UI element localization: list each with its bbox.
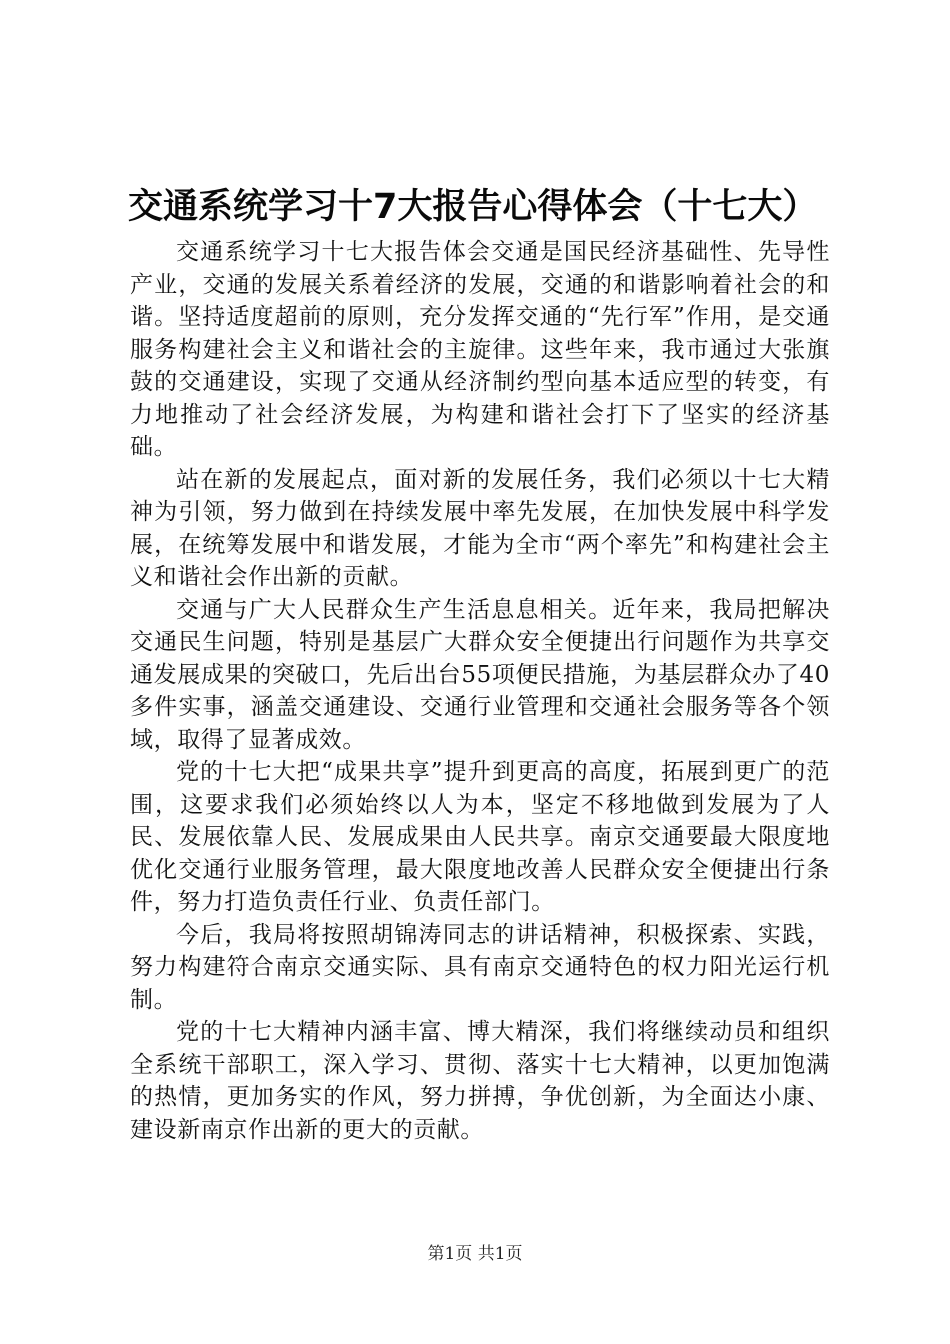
paragraph-3: 交通与广大人民群众生产生活息息相关。近年来，我局把解决交通民生问题，特别是基层广大群众安全便捷出行问题作为共享交通发展成果的突破口，先后出台55项便民措施，为基层群众办了40多件实事，涵盖交通建设、交通行业管理和交通社会服务等各个领域，取得了显著成效。	[130, 596, 830, 753]
paragraph-6: 党的十七大精神内涵丰富、博大精深，我们将继续动员和组织全系统干部职工，深入学习、贯彻、落实十七大精神，以更加饱满的热情，更加务实的作风，努力拼搏，争优创新，为全面达小康、建设新南京作出新的更大的贡献。	[130, 1019, 830, 1143]
page-number-footer: 第1页 共1页	[427, 1244, 523, 1264]
paragraph-5: 今后，我局将按照胡锦涛同志的讲话精神，积极探索、实践，努力构建符合南京交通实际、具有南京交通特色的权力阳光运行机制。	[130, 921, 830, 1013]
paragraph-1: 交通系统学习十七大报告体会交通是国民经济基础性、先导性产业，交通的发展关系着经济的发展，交通的和谐影响着社会的和谐。坚持适度超前的原则，充分发挥交通的“先行军”作用，是交通服务构建社会主义和谐社会的主旋律。这些年来，我市通过大张旗鼓的交通建设，实现了交通从经济制约型向基本适应型的转变，有力地推动了社会经济发展，为构建和谐社会打下了坚实的经济基础。	[130, 239, 830, 460]
paragraph-4: 党的十七大把“成果共享”提升到更高的高度，拓展到更广的范围，这要求我们必须始终以人为本，坚定不移地做到发展为了人民、发展依靠人民、发展成果由人民共享。南京交通要最大限度地优化交通行业服务管理，最大限度地改善人民群众安全便捷出行条件，努力打造负责任行业、负责任部门。	[130, 759, 830, 915]
paragraph-2: 站在新的发展起点，面对新的发展任务，我们必须以十七大精神为引领，努力做到在持续发展中率先发展，在加快发展中科学发展，在统筹发展中和谐发展，才能为全市“两个率先”和构建社会主义和谐社会作出新的贡献。	[130, 466, 830, 590]
document-body	[130, 236, 830, 1146]
document-title: 交通系统学习十7大报告心得体会（十七大）	[128, 187, 818, 227]
